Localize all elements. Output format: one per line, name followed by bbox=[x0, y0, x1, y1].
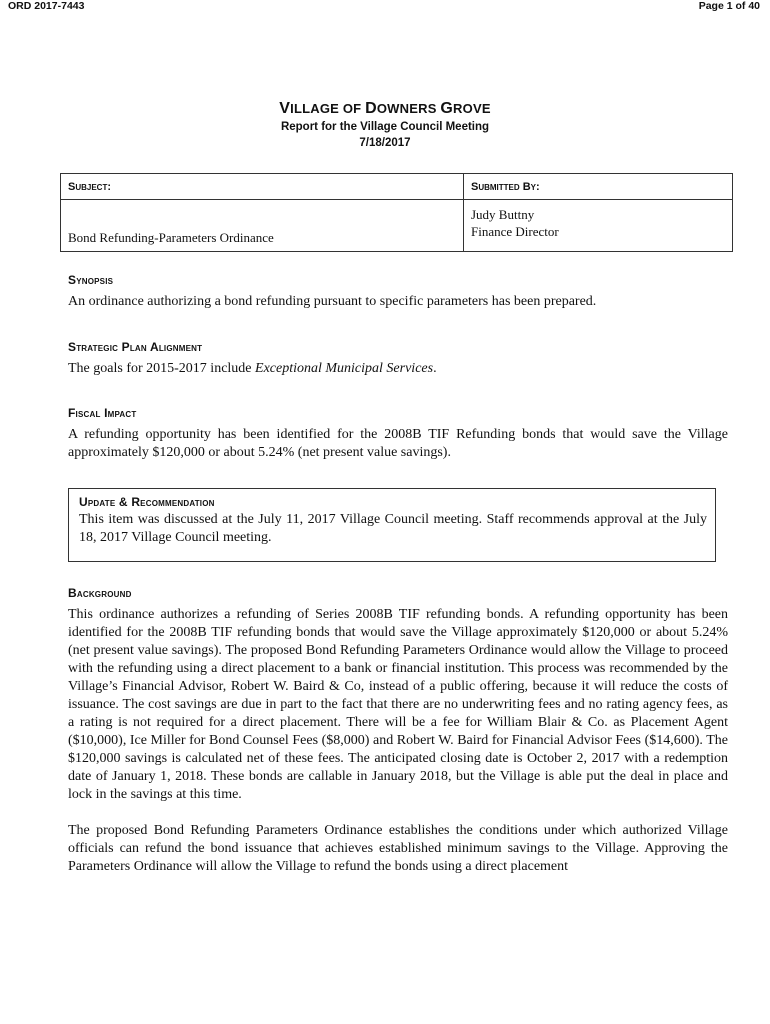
fiscal-section bbox=[68, 406, 728, 462]
subject-value: Bond Refunding-Parameters Ordinance bbox=[61, 200, 464, 252]
background-section bbox=[68, 586, 728, 876]
background-paragraph-2: The proposed Bond Refunding Parameters Ordinance establishes the conditions under which authorized Village officials can refund the bond issuance that achieves established minimum savings to the Village. Approving the Parameters Ordinance will allow the Village to refund the bonds using a direct placement bbox=[68, 823, 728, 874]
document-title: VILLAGE OF DOWNERS GROVE bbox=[279, 100, 491, 117]
fiscal-heading: Fiscal Impact bbox=[68, 406, 137, 420]
strategic-heading: Strategic Plan Alignment bbox=[68, 340, 203, 354]
synopsis-section bbox=[68, 273, 728, 311]
synopsis-text: An ordinance authorizing a bond refunding pursuant to specific parameters has been prepared. bbox=[68, 294, 597, 309]
ordinance-number: ORD 2017-7443 bbox=[8, 0, 85, 12]
subject-label: Subject: bbox=[61, 174, 464, 200]
submitter-title: Finance Director bbox=[471, 224, 559, 239]
strategic-text: The goals for 2015-2017 include Exceptional Municipal Services. bbox=[68, 361, 437, 376]
title-block bbox=[0, 100, 770, 149]
submitter-cell bbox=[464, 200, 733, 252]
update-text: This item was discussed at the July 11, 2017 Village Council meeting. Staff recommends approval at the July 18, 2017 Village Council meeting. bbox=[79, 512, 707, 545]
meeting-date: 7/18/2017 bbox=[359, 137, 411, 149]
background-paragraph-1: This ordinance authorizes a refunding of Series 2008B TIF refunding bonds. A refunding opportunity has been identified for the 2008B TIF refunding bonds that would save the Village approximately $120,000 or about 5.24% (net present value savings). The proposed Bond Refunding Parameters Ordinance would allow the Village to proceed with the refunding using a direct placement to a bank or financial institution. This process was recommended by the Village’s Financial Advisor, Robert W. Baird & Co, instead of a public offering, because it will reduce the costs of issuance. The cost savings are due in part to the fact that there are no underwriting fees and no rating agency fees, as a rating is not required for a direct placement. There will be a fee for William Blair & Co. as Placement Agent ($10,000), Ice Miller for Bond Counsel Fees ($8,000) and Robert W. Baird for Financial Advisor Fees ($14,600). The $120,000 savings is calculated net of these fees. The anticipated closing date is October 2, 2017 with a redemption date of January 1, 2018. These bonds are callable in January 2018, but the Village is able put the deal in place and lock in the savings at this time. bbox=[68, 607, 728, 802]
synopsis-heading: Synopsis bbox=[68, 273, 114, 287]
strategic-section bbox=[68, 340, 728, 378]
fiscal-text: A refunding opportunity has been identified for the 2008B TIF Refunding bonds that would save the Village approximately $120,000 or about 5.24% (net present value savings). bbox=[68, 427, 728, 460]
update-box bbox=[68, 488, 716, 562]
submitter-name: Judy Buttny bbox=[471, 207, 535, 222]
update-heading: Update & Recommendation bbox=[79, 495, 215, 509]
subject-table bbox=[60, 173, 733, 252]
submitted-by-label: Submitted By: bbox=[464, 174, 733, 200]
page-indicator: Page 1 of 40 bbox=[698, 0, 760, 12]
report-subtitle: Report for the Village Council Meeting bbox=[280, 121, 490, 133]
background-heading: Background bbox=[68, 586, 132, 600]
